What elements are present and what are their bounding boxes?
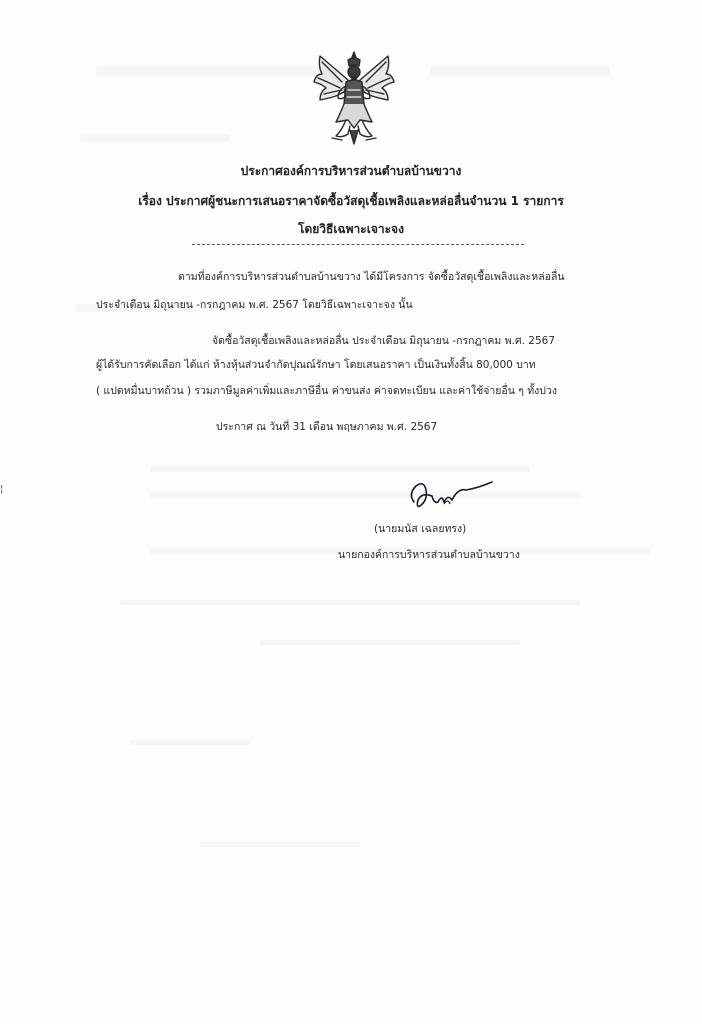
bleed-through-mark [80, 134, 230, 142]
handwritten-signature [404, 474, 496, 514]
paragraph-2-line-1: จัดซื้อวัสดุเชื้อเพลิงและหล่อลื่น ประจำเดือน มิถุนายน -กรกฎาคม พ.ศ. 2567 [212, 335, 556, 347]
bleed-through-mark [150, 466, 530, 472]
bleed-through-mark [430, 66, 610, 76]
signatory-name: (นายมนัส เฉลยทรง) [374, 523, 467, 535]
paragraph-2-line-2: ผู้ได้รับการคัดเลือก ได้แก่ ห้างหุ้นส่วนจำกัดปุณณ์รักษา โดยเสนอราคา เป็นเงินทั้งสิ้น 80,000 บาท [96, 359, 536, 371]
bleed-through-mark [150, 492, 580, 498]
paragraph-1-line-2: ประจำเดือน มิถุนายน -กรกฎาคม พ.ศ. 2567 โดยวิธีเฉพาะเจาะจง นั้น [96, 299, 413, 311]
announcement-date: ประกาศ ณ วันที่ 31 เดือน พฤษภาคม พ.ศ. 2567 [216, 421, 438, 433]
bleed-through-mark [130, 740, 250, 745]
divider-line [192, 244, 524, 245]
subject-line: เรื่อง ประกาศผู้ชนะการเสนอราคาจัดซื้อวัสดุเชื้อเพลิงและหล่อลื่นจำนวน 1 รายการ [138, 194, 564, 208]
bleed-through-mark [120, 600, 580, 605]
bleed-through-mark [96, 66, 346, 76]
bleed-through-mark [260, 640, 520, 645]
signatory-position: นายกองค์การบริหารส่วนตำบลบ้านขวาง [338, 549, 520, 561]
garuda-emblem-icon [312, 50, 396, 146]
paragraph-2-line-3: ( แปดหมื่นบาทถ้วน ) รวมภาษีมูลค่าเพิ่มและภาษีอื่น ค่าขนส่ง ค่าจดทะเบียน และค่าใช้จ่ายอื่น ๆ ทั้งปวง [96, 385, 557, 397]
org-announcement-title: ประกาศองค์การบริหารส่วนตำบลบ้านขวาง [240, 164, 462, 178]
procurement-method: โดยวิธีเฉพาะเจาะจง [298, 222, 404, 236]
paragraph-1-line-1: ตามที่องค์การบริหารส่วนตำบลบ้านขวาง ได้มีโครงการ จัดซื้อวัสดุเชื้อเพลิงและหล่อลื่น [178, 271, 565, 283]
bleed-through-mark [200, 842, 360, 847]
margin-mark: ¦ [0, 484, 4, 495]
